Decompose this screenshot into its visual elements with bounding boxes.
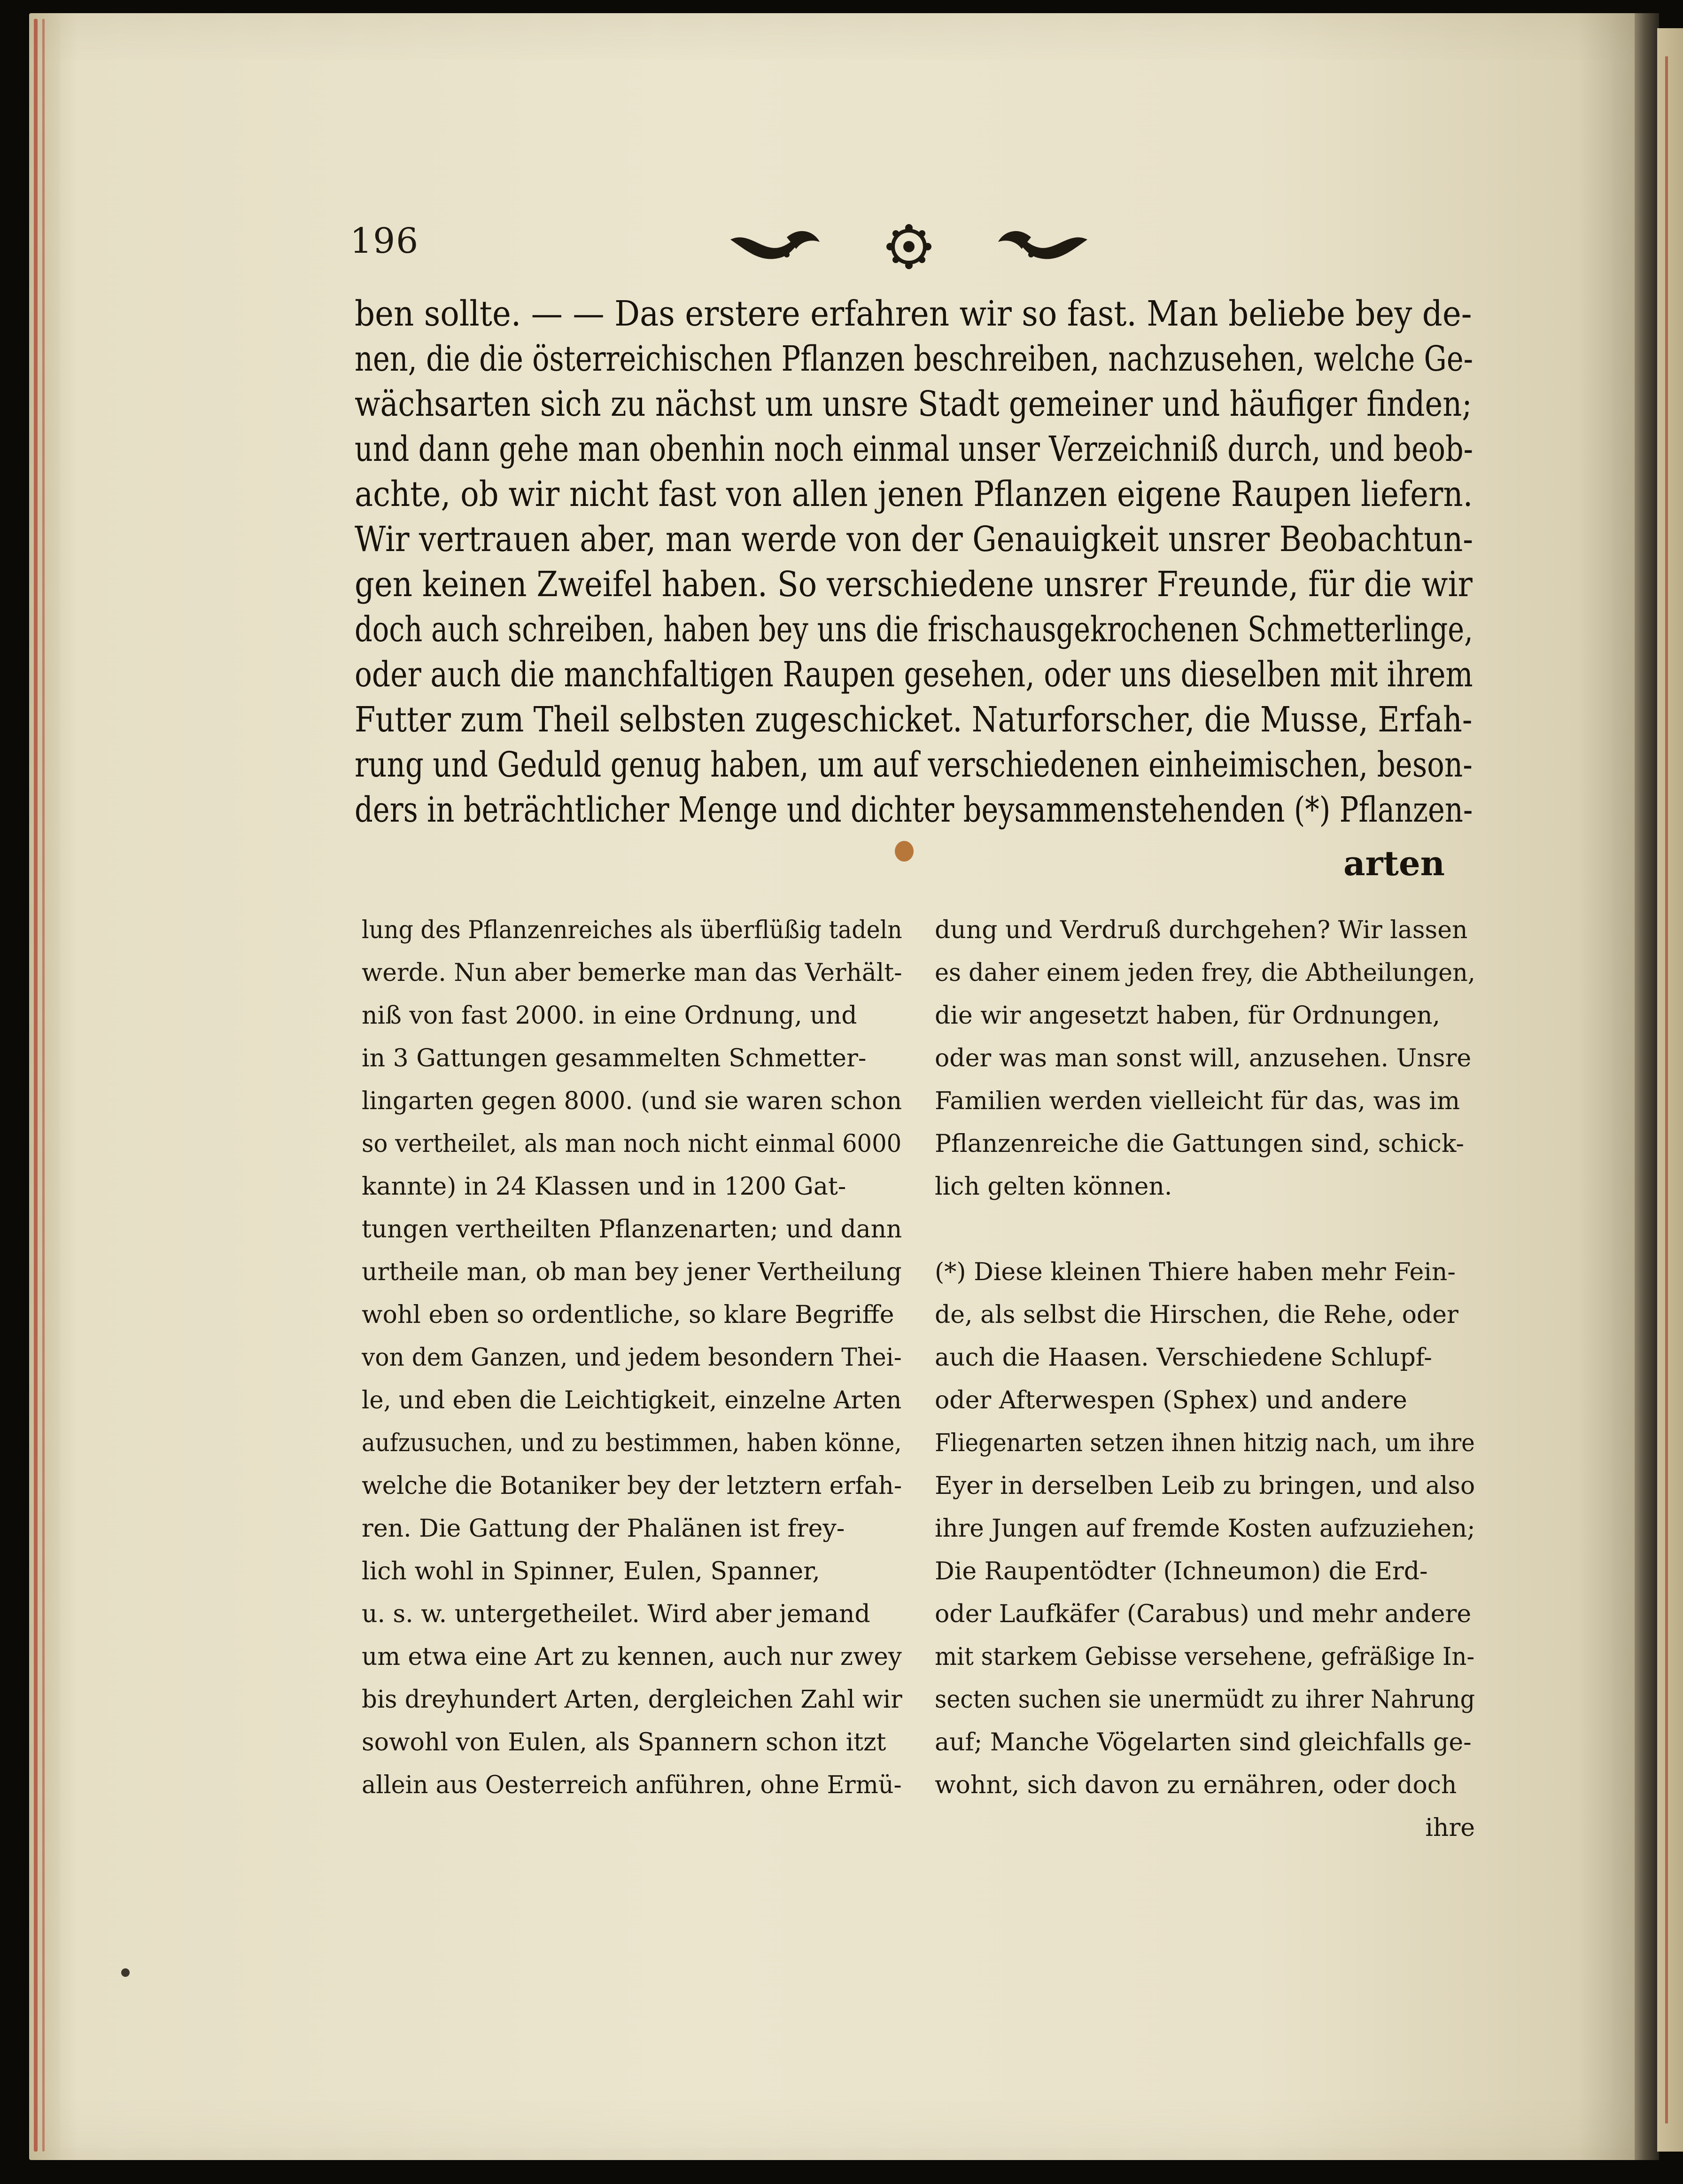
book-gutter — [1635, 13, 1659, 2160]
footnote-catchword: ihre — [1425, 1814, 1475, 1842]
footnote-left-line: niß von fast 2000. in eine Ordnung, und — [362, 1002, 857, 1030]
footnote-left-line: lingarten gegen 8000. (und sie waren schon — [362, 1087, 902, 1115]
footnote-left-column — [362, 909, 902, 1807]
main-text-line: achte, ob wir nicht fast von allen jenen Pflanzen eigene Raupen liefern. — [355, 474, 1473, 514]
footnote-left-line: von dem Ganzen, und jedem besondern Thei- — [362, 1344, 902, 1372]
main-text-block — [355, 291, 1473, 832]
main-text-line: wächsarten sich zu nächst um unsre Stadt gemeiner und häufiger finden; — [355, 384, 1472, 424]
footnote-left-line: tungen vertheilten Pflanzenarten; und dann — [362, 1215, 902, 1244]
footnote-left-line: so vertheilet, als man noch nicht einmal 6000 — [362, 1130, 902, 1158]
main-catchword: arten — [1343, 843, 1445, 883]
footnote-left-line: in 3 Gattungen gesammelten Schmetter- — [362, 1044, 867, 1073]
footnote-asterisk-line: de, als selbst die Hirschen, die Rehe, oder — [935, 1301, 1458, 1329]
main-text-line: rung und Geduld genug haben, um auf verschiedenen einheimischen, beson- — [355, 745, 1473, 785]
footnote-asterisk-line: Eyer in derselben Leib zu bringen, und also — [935, 1472, 1475, 1500]
footnote-asterisk-line: wohnt, sich davon zu ernähren, oder doch — [935, 1771, 1457, 1799]
red-page-edge-inner — [42, 19, 45, 2152]
footnote-left-line: bis dreyhundert Arten, dergleichen Zahl wir — [362, 1686, 902, 1714]
footnote-right-line: es daher einem jeden frey, die Abtheilungen, — [935, 959, 1475, 987]
footnote-left-line: um etwa eine Art zu kennen, auch nur zwey — [362, 1643, 902, 1671]
footnote-right-line: oder was man sonst will, anzusehen. Unsre — [935, 1044, 1472, 1073]
footnote-left-line: welche die Botaniker bey der letztern erfah- — [362, 1472, 902, 1500]
footnote-asterisk-line: oder Laufkäfer (Carabus) und mehr andere — [935, 1600, 1472, 1628]
header-ornament-icon — [721, 221, 1097, 272]
footnote-left-line: werde. Nun aber bemerke man das Verhält- — [362, 959, 902, 987]
footnote-right-column — [935, 909, 1475, 1850]
footnote-asterisk-line: oder Afterwespen (Sphex) und andere — [935, 1386, 1407, 1415]
main-text-line: oder auch die manchfaltigen Raupen gesehen, oder uns dieselben mit ihrem — [355, 654, 1473, 695]
footnote-right-line: die wir angesetzt haben, für Ordnungen, — [935, 1002, 1441, 1030]
footnote-left-line: allein aus Oesterreich anführen, ohne Ermü- — [362, 1771, 902, 1799]
footnote-right-line: dung und Verdruß durchgehen? Wir lassen — [935, 916, 1468, 944]
main-text-line: doch auch schreiben, haben bey uns die frischausgekrochenen Schmetterlinge, — [355, 609, 1473, 650]
footnote-asterisk-line: Fliegenarten setzen ihnen hitzig nach, um ihre — [935, 1429, 1475, 1457]
footnote-asterisk-line: (*) Diese kleinen Thiere haben mehr Fein- — [935, 1258, 1456, 1286]
footnote-left-line: urtheile man, ob man bey jener Vertheilung — [362, 1258, 902, 1286]
footnote-asterisk-line: ihre Jungen auf fremde Kosten aufzuziehen; — [935, 1515, 1475, 1543]
footnote-right-line: Familien werden vielleicht für das, was im — [935, 1087, 1460, 1115]
red-page-edge — [34, 19, 38, 2152]
main-text-line: nen, die die österreichischen Pflanzen beschreiben, nachzusehen, welche Ge- — [355, 339, 1474, 379]
main-text-line: ben sollte. — — Das erstere erfahren wir so fast. Man beliebe bey de- — [355, 294, 1472, 334]
footnote-left-line: ren. Die Gattung der Phalänen ist frey- — [362, 1515, 845, 1543]
page-header — [350, 221, 1475, 277]
footnote-asterisk-line: mit starkem Gebisse versehene, gefräßige In- — [935, 1643, 1475, 1671]
footnote-separator-gap — [935, 1208, 1475, 1251]
footnote-left-line: aufzusuchen, und zu bestimmen, haben könne, — [362, 1429, 902, 1457]
footnote-left-line: lung des Pflanzenreiches als überflüßig tadeln — [362, 916, 902, 944]
footnote-left-line: le, und eben die Leichtigkeit, einzelne Arten — [362, 1386, 902, 1415]
footnote-left-line: kannte) in 24 Klassen und in 1200 Gat- — [362, 1173, 846, 1201]
main-text-line: Wir vertrauen aber, man werde von der Genauigkeit unsrer Beobachtun- — [355, 519, 1474, 560]
footnote-left-line: sowohl von Eulen, als Spannern schon itzt — [362, 1728, 886, 1757]
footnote-left-line: u. s. w. untergetheilet. Wird aber jemand — [362, 1600, 870, 1628]
next-page-edge — [1657, 28, 1683, 2152]
main-text-line: und dann gehe man obenhin noch einmal unser Verzeichniß durch, und beob- — [355, 429, 1474, 469]
next-page-red-edge — [1665, 56, 1668, 2123]
footnote-asterisk-line: secten suchen sie unermüdt zu ihrer Nahrung — [935, 1686, 1475, 1714]
footnote-right-line: Pflanzenreiche die Gattungen sind, schick- — [935, 1130, 1464, 1158]
footnote-left-line: lich wohl in Spinner, Eulen, Spanner, — [362, 1557, 820, 1586]
footnote-right-line: lich gelten können. — [935, 1173, 1172, 1201]
footnote-asterisk-line: Die Raupentödter (Ichneumon) die Erd- — [935, 1557, 1428, 1586]
footnote-asterisk-line: auch die Haasen. Verschiedene Schlupf- — [935, 1344, 1432, 1372]
footnote-asterisk-line: auf; Manche Vögelarten sind gleichfalls ge- — [935, 1728, 1472, 1757]
ink-stain — [895, 841, 914, 862]
main-text-line: gen keinen Zweifel haben. So verschiedene unsrer Freunde, für die wir — [355, 564, 1473, 605]
main-text-line: Futter zum Theil selbsten zugeschicket. Naturforscher, die Musse, Erfah- — [355, 700, 1473, 740]
main-text-line: ders in beträchtlicher Menge und dichter beysammenstehenden (*) Pflanzen- — [355, 790, 1473, 830]
ink-spot — [121, 1968, 130, 1977]
footnote-left-line: wohl eben so ordentliche, so klare Begriffe — [362, 1301, 894, 1329]
page-number: 196 — [350, 221, 419, 261]
